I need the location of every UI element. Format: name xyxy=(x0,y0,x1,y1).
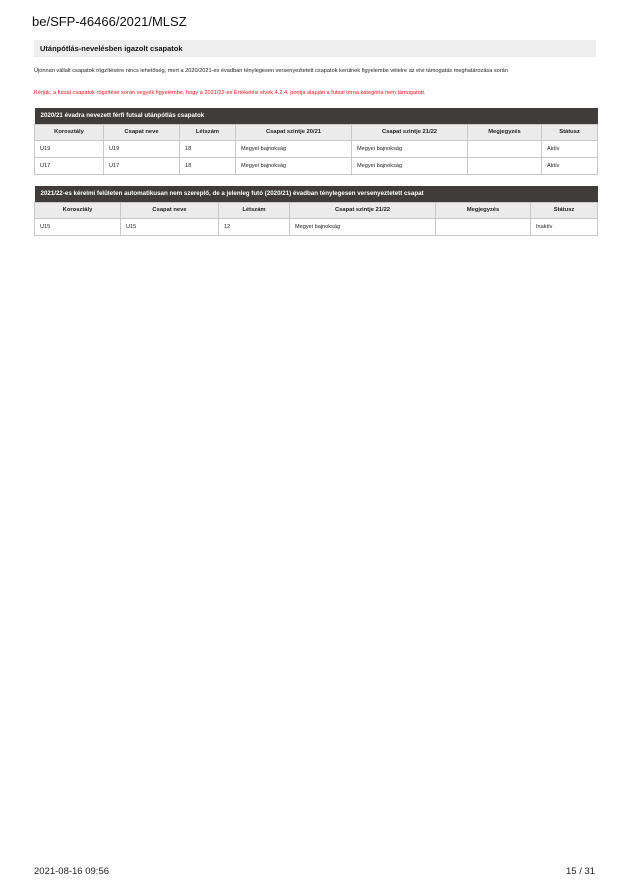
column-header: Csapat szintje 21/22 xyxy=(352,124,468,140)
table-header-row xyxy=(35,124,598,140)
cell-note xyxy=(436,218,531,235)
column-header: Csapat neve xyxy=(121,202,219,218)
cell-note xyxy=(468,140,542,157)
cell-team-name: U15 xyxy=(121,218,219,235)
cell-team-name: U19 xyxy=(104,140,180,157)
intro-text: Újonnan vállalt csapatok rögzítésére nincs lehetőség, mert a 2020/2021-es évadban ténylegesen versenyeztetett csapatok kerülnek figyelembe vételre az elvi támogatás meghatározása során xyxy=(34,68,508,74)
column-header: Csapat szintje 21/22 xyxy=(290,202,436,218)
column-header: Csapat neve xyxy=(104,124,180,140)
warning-text: Kérjük, a futsal csapatok rögzítése során vegyék figyelembe, hogy a 2021/22-es Értékelési elvek 4.2.4. pontja alapján a futsal torna kategória nem támogatott. xyxy=(34,90,426,96)
column-header: Létszám xyxy=(180,124,236,140)
table-title: 2020/21 évadra nevezett férfi futsal utánpótlás csapatok xyxy=(35,108,598,124)
cell-headcount: 18 xyxy=(180,140,236,157)
table-header-row xyxy=(35,202,598,218)
table-title: 2021/22-es kérelmi felületen automatikusan nem szereplő, de a jelenleg futó (2020/21) évadban ténylegesen versenyeztetett csapat xyxy=(35,186,598,202)
cell-status: Inaktív xyxy=(531,218,598,235)
column-header: Státusz xyxy=(531,202,598,218)
cell-level-2021: Megyei bajnokság xyxy=(236,157,352,174)
page-number: 15 / 31 xyxy=(566,866,596,877)
cell-level-2122: Megyei bajnokság xyxy=(352,157,468,174)
column-header: Megjegyzés xyxy=(436,202,531,218)
cell-age-group: U19 xyxy=(35,140,104,157)
cell-level-2021: Megyei bajnokság xyxy=(236,140,352,157)
document-id: be/SFP-46466/2021/MLSZ xyxy=(32,14,187,29)
table-row xyxy=(35,157,598,174)
column-header: Korosztály xyxy=(35,202,121,218)
section-title: Utánpótlás-nevelésben igazolt csapatok xyxy=(34,40,596,57)
cell-level-2122: Megyei bajnokság xyxy=(352,140,468,157)
column-header: Létszám xyxy=(219,202,290,218)
table-row xyxy=(35,218,598,235)
cell-level-2122: Megyei bajnokság xyxy=(290,218,436,235)
inactive-teams-table xyxy=(34,186,598,236)
cell-age-group: U15 xyxy=(35,218,121,235)
cell-status: Aktív xyxy=(542,157,598,174)
cell-team-name: U17 xyxy=(104,157,180,174)
footer-datetime: 2021-08-16 09:56 xyxy=(34,866,110,877)
table-row xyxy=(35,140,598,157)
cell-headcount: 12 xyxy=(219,218,290,235)
active-teams-table xyxy=(34,108,598,175)
column-header: Korosztály xyxy=(35,124,104,140)
column-header: Státusz xyxy=(542,124,598,140)
cell-headcount: 18 xyxy=(180,157,236,174)
cell-age-group: U17 xyxy=(35,157,104,174)
cell-status: Aktív xyxy=(542,140,598,157)
column-header: Csapat szintje 20/21 xyxy=(236,124,352,140)
cell-note xyxy=(468,157,542,174)
column-header: Megjegyzés xyxy=(468,124,542,140)
